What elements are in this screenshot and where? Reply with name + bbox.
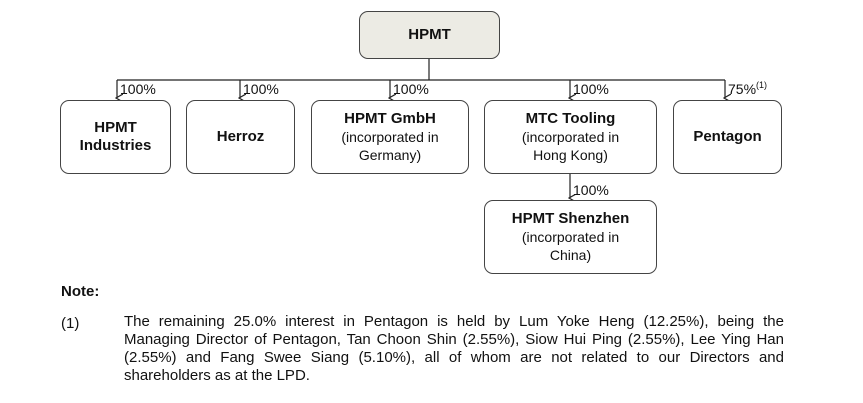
node-subtitle: (incorporated in China) <box>521 229 620 263</box>
node-pentagon <box>673 100 782 174</box>
note-heading: Note: <box>61 283 100 300</box>
node-subtitle: (incorporated in Hong Kong) <box>521 129 620 163</box>
node-hpmt-industries <box>60 100 171 174</box>
pct-label-hpmt-shenzhen: 100% <box>573 182 609 198</box>
pct-label-mtc-tooling: 100% <box>573 81 609 97</box>
node-title: MTC Tooling <box>525 110 616 127</box>
node-mtc-tooling <box>484 100 657 174</box>
node-title: HPMT Shenzhen <box>511 210 630 227</box>
node-hpmt-gmbh <box>311 100 469 174</box>
node-title: HPMT Industries <box>79 119 152 154</box>
pct-label-hpmt-gmbh: 100% <box>393 81 429 97</box>
note-number: (1) <box>61 315 80 332</box>
note-text: The remaining 25.0% interest in Pentagon is held by Lum Yoke Heng (12.25%), being the Managing Director of Pentagon, Tan Choon Shin (2.55%), Siow Hui Ping (2.55%), Lee Ying Han (2.55%) and Fang Swee Siang (5.10%), all of whom are not related to our Directors and shareholders as at the LPD. <box>124 313 784 384</box>
pct-label-hpmt-industries: 100% <box>120 81 156 97</box>
node-title: Herroz <box>216 128 265 145</box>
node-herroz <box>186 100 295 174</box>
node-title: Pentagon <box>693 128 762 145</box>
footnote-marker: (1) <box>756 80 768 90</box>
pct-label-herroz: 100% <box>243 81 279 97</box>
node-title: HPMT <box>408 26 451 43</box>
pct-label-pentagon: 75%$^{(1)}$ <box>728 80 768 97</box>
node-hpmt <box>359 11 500 59</box>
node-hpmt-shenzhen <box>484 200 657 274</box>
node-title: HPMT GmbH <box>344 110 436 127</box>
node-subtitle: (incorporated in Germany) <box>341 129 439 163</box>
